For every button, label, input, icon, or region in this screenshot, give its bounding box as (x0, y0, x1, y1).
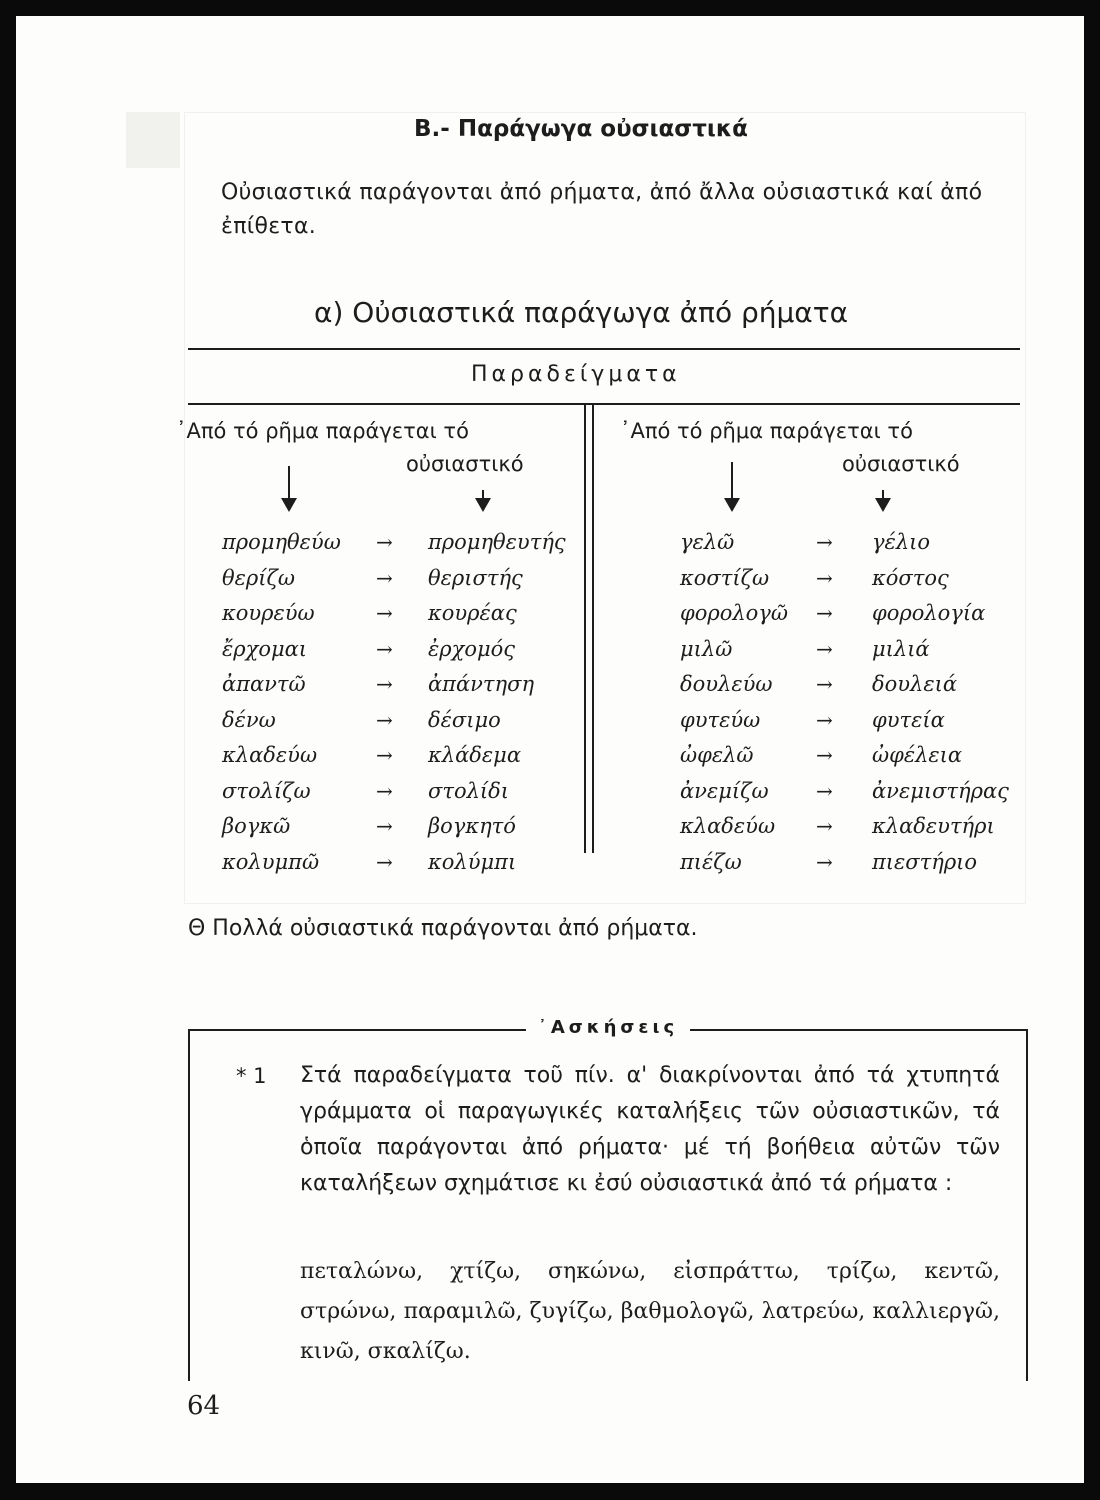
verb: δουλεύω (680, 672, 773, 696)
verb: ἀπαντῶ (222, 672, 306, 696)
down-arrow-icon (882, 490, 884, 510)
right-arrow-icon: → (816, 637, 833, 661)
verb: μιλῶ (680, 637, 733, 661)
verb: προμηθεύω (222, 530, 341, 554)
derived-noun: μιλιά (872, 637, 930, 661)
bleed-through-shadow (126, 112, 180, 168)
table-header-rule (188, 403, 1020, 405)
right-arrow-icon: → (376, 814, 393, 838)
right-column-header-2: οὐσιαστικό (842, 452, 960, 476)
down-arrow-icon (731, 462, 733, 510)
intro-paragraph: Οὐσιαστικά παράγονται ἀπό ρήματα, ἀπό ἄλλα οὐσιαστικά καί ἀπό ἐπίθετα. (221, 180, 983, 239)
right-arrow-icon: → (816, 530, 833, 554)
right-arrow-icon: → (376, 779, 393, 803)
derived-noun: γέλιο (872, 530, 931, 554)
derived-noun: φορολογία (872, 601, 986, 625)
verb: θερίζω (222, 566, 295, 590)
verb: κλαδεύω (680, 814, 776, 838)
verb: κλαδεύω (222, 743, 318, 767)
derived-noun: προμηθευτής (428, 530, 566, 554)
derived-noun: στολίδι (428, 779, 510, 803)
down-arrow-icon (482, 490, 484, 510)
right-arrow-icon: → (816, 814, 833, 838)
derived-noun: κόστος (872, 566, 949, 590)
right-arrow-icon: → (376, 530, 393, 554)
left-column-header: ᾿Από τό ρῆμα παράγεται τό (176, 419, 469, 443)
verb: πιέζω (680, 850, 742, 874)
derived-noun: κλαδευτήρι (872, 814, 995, 838)
derived-noun: φυτεία (872, 708, 945, 732)
verb: γελῶ (680, 530, 735, 554)
right-arrow-icon: → (376, 708, 393, 732)
verb: ὠφελῶ (680, 743, 754, 767)
exercise-word-list: πεταλώνω, χτίζω, σηκώνω, εἰσπράττω, τρίζω, κεντῶ, στρώνω, παραμιλῶ, ζυγίζω, βαθμολογῶ, λατρεύω, καλλιεργῶ, κινῶ, σκαλίζω. (300, 1259, 1000, 1364)
right-column-header: ᾿Από τό ρῆμα παράγεται τό (620, 419, 913, 443)
derived-noun: ὠφέλεια (872, 743, 963, 767)
down-arrow-icon (288, 466, 290, 510)
conclusion-note: Θ Πολλά οὐσιαστικά παράγονται ἀπό ρήματα. (188, 916, 698, 941)
derived-noun: δουλειά (872, 672, 958, 696)
exercises-label: ᾿Ασκήσεις (526, 1017, 690, 1038)
derived-noun: ἐρχομός (428, 637, 516, 661)
derived-noun: κολύμπι (428, 850, 517, 874)
table-top-rule (188, 348, 1020, 350)
derived-noun: θεριστής (428, 566, 523, 590)
right-arrow-icon: → (816, 850, 833, 874)
right-arrow-icon: → (816, 779, 833, 803)
right-arrow-icon: → (816, 566, 833, 590)
verb: ἀνεμίζω (680, 779, 769, 803)
derived-noun: κουρέας (428, 601, 517, 625)
column-divider-left (584, 405, 586, 853)
verb: στολίζω (222, 779, 311, 803)
derived-noun: βογκητό (428, 814, 516, 838)
textbook-page (16, 16, 1084, 1483)
verb: κολυμπῶ (222, 850, 320, 874)
verb: κοστίζω (680, 566, 770, 590)
right-arrow-icon: → (816, 743, 833, 767)
verb: ἔρχομαι (222, 637, 308, 661)
left-column-header-2: οὐσιαστικό (406, 452, 524, 476)
verb: φυτεύω (680, 708, 761, 732)
right-arrow-icon: → (376, 601, 393, 625)
verb: κουρεύω (222, 601, 315, 625)
right-arrow-icon: → (376, 850, 393, 874)
page-number: 64 (187, 1391, 221, 1421)
derived-noun: δέσιμο (428, 708, 501, 732)
examples-header: Παραδείγματα (471, 362, 681, 387)
column-divider-right (592, 405, 594, 853)
right-arrow-icon: → (376, 743, 393, 767)
right-arrow-icon: → (376, 637, 393, 661)
derived-noun: ἀπάντηση (428, 672, 535, 696)
right-arrow-icon: → (376, 566, 393, 590)
right-arrow-icon: → (816, 601, 833, 625)
verb: βογκῶ (222, 814, 291, 838)
right-arrow-icon: → (816, 708, 833, 732)
verb: δένω (222, 708, 276, 732)
subsection-title: α) Οὐσιαστικά παράγωγα ἀπό ρήματα (314, 296, 849, 329)
derived-noun: πιεστήριο (872, 850, 978, 874)
derived-noun: κλάδεμα (428, 743, 522, 767)
right-arrow-icon: → (816, 672, 833, 696)
exercise-number: * 1 (236, 1064, 267, 1088)
right-arrow-icon: → (376, 672, 393, 696)
derived-noun: ἀνεμιστήρας (872, 779, 1009, 803)
section-title: Β.- Παράγωγα οὐσιαστικά (414, 116, 748, 142)
verb: φορολογῶ (680, 601, 788, 625)
exercise-instructions: Στά παραδείγματα τοῦ πίν. α' διακρίνονται ἀπό τά χτυπητά γράμματα οἱ παραγωγικές καταλήξεις τῶν οὐσιαστικῶν, τά ὁποῖα παράγονται ἀπό ρήματα· μέ τή βοήθεια αὐτῶν τῶν καταλήξεων σχημάτισε κι ἐσύ οὐσιαστικά ἀπό τά ρήματα : (300, 1063, 1000, 1196)
